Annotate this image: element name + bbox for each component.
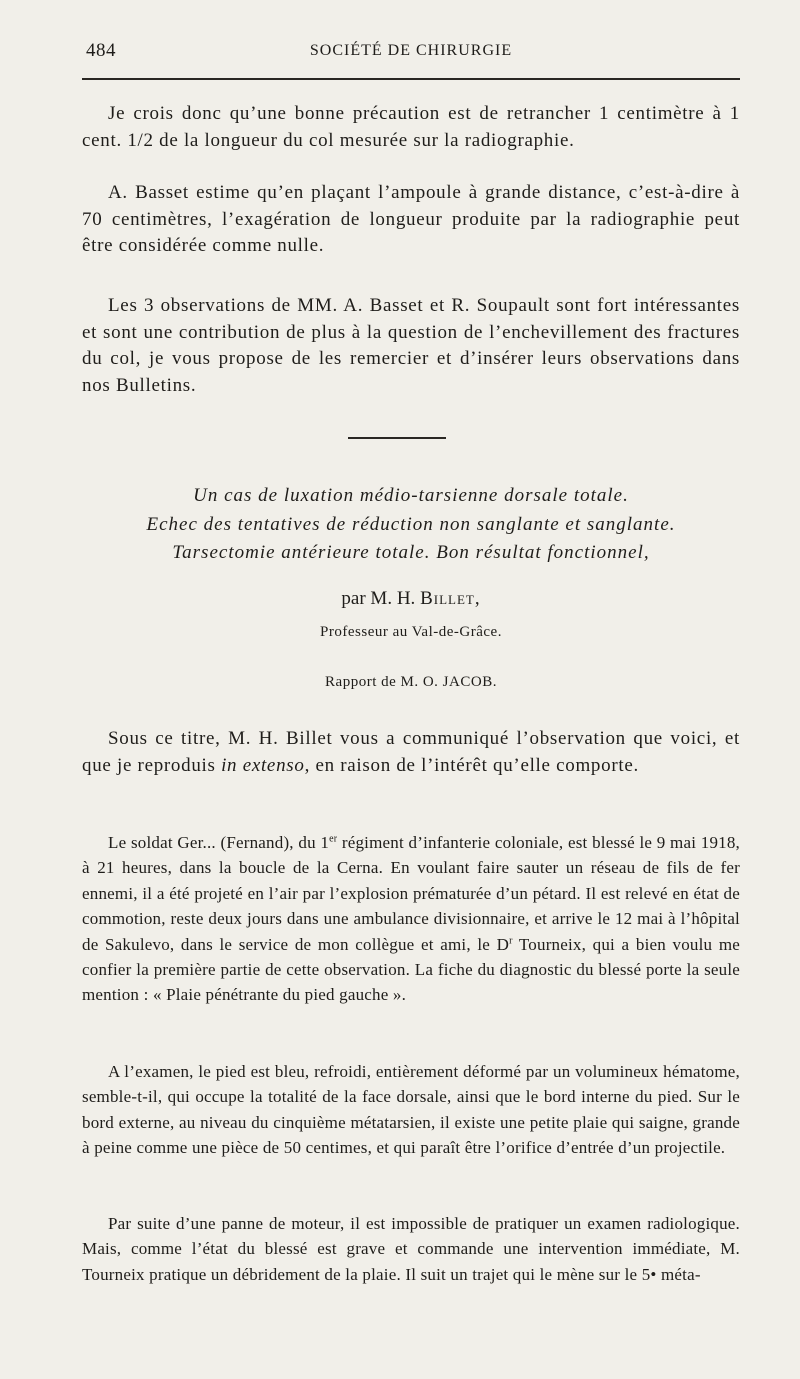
lead-text-end: , en raison de l’intérêt qu’elle comporte.: [304, 754, 639, 776]
obs-text: Le soldat Ger... (Fernand), du 1: [108, 833, 330, 852]
article-author: [82, 588, 740, 610]
title-line: Echec des tentatives de réduction non sanglante et sanglante.: [146, 513, 676, 535]
paragraph-observation-intro: [82, 830, 740, 1008]
paragraph-precaution: Je crois donc qu’une bonne précaution est de retrancher 1 centimètre à 1 cent. 1/2 de la longueur du col mesurée sur la radiographie.: [82, 103, 740, 151]
title-line: Un cas de luxation médio-tarsienne dorsale totale.: [193, 485, 629, 506]
paragraph-examination: A l’examen, le pied est bleu, refroidi, entièrement déformé par un volumineux hématome, semble-t-il, qui occupe la totalité de la face dorsale, ainsi que le bord interne du pied. Sur le bord externe, au niveau du cinquième métatarsien, il existe une petite plaie qui saigne, grande à peine comme une pièce de 50 centimes, et qui paraît être l’orifice d’entrée d’un projectile.: [82, 1062, 740, 1158]
paragraph-lead: [82, 726, 740, 779]
ordinal-sup: er: [329, 833, 338, 845]
title-line: Tarsectomie antérieure totale. Bon résultat fonctionnel,: [172, 542, 650, 563]
obs-text: régiment d’infanterie coloniale, est blessé le 9 mai 1918, à 21 heures, dans la boucle de la Cerna. En voulant faire sauter un réseau de fils de fer ennemi, il a été projeté en l’air par l’explosion prématurée d’un pétard. Il est relevé en état de commotion, reste deux jours dans une ambulance divisionnaire, et arrive le 12 mai à l’hôpital de Sakulevo, dans le service de mon collègue et ami, le D: [82, 833, 740, 954]
doctor-sup: r: [509, 934, 513, 946]
paragraph-conclusion: Les 3 observations de MM. A. Basset et R. Soupault sont fort intéressantes et sont une contribution de plus à la question de l’enchevillement des fractures du col, je vous propose de les remercier et d’insérer leurs observations dans nos Bulletins.: [82, 295, 740, 396]
article-title: [82, 482, 740, 568]
author-prefix: par M. H.: [341, 588, 421, 609]
running-head: SOCIÉTÉ DE CHIRURGIE: [309, 42, 513, 59]
section-divider: [348, 437, 446, 439]
paragraph-basset: A. Basset estime qu’en plaçant l’ampoule à grande distance, c’est-à-dire à 70 centimètres, l’exagération de longueur produite par la radiographie peut être considérée comme nulle.: [82, 182, 740, 257]
obs-text: Tourneix, qui a bien voulu me confier la première partie de cette observation. La fiche du diagnostic du blessé porte la seule mention : « Plaie pénétrante du pied gauche ».: [82, 934, 740, 1005]
page-number: 484: [86, 40, 116, 61]
author-affiliation: Professeur au Val-de-Grâce.: [320, 624, 502, 640]
rapporteur-line: Rapport de M. O. JACOB.: [325, 674, 497, 690]
header-rule: [82, 78, 740, 80]
lead-italic: in extenso: [221, 754, 305, 776]
page-header: [82, 40, 740, 68]
author-name: Billet,: [420, 588, 481, 609]
paragraph-intervention: Par suite d’une panne de moteur, il est impossible de pratiquer un examen radiologique. Mais, comme l’état du blessé est grave et commande une intervention immédiate, M. Tourneix pratique un débridement de la plaie. Il suit un trajet qui le mène sur le 5• méta-: [82, 1214, 740, 1284]
lead-text: Sous ce titre, M. H. Billet vous a communiqué l’observation que voici, et que je reproduis: [82, 728, 740, 776]
